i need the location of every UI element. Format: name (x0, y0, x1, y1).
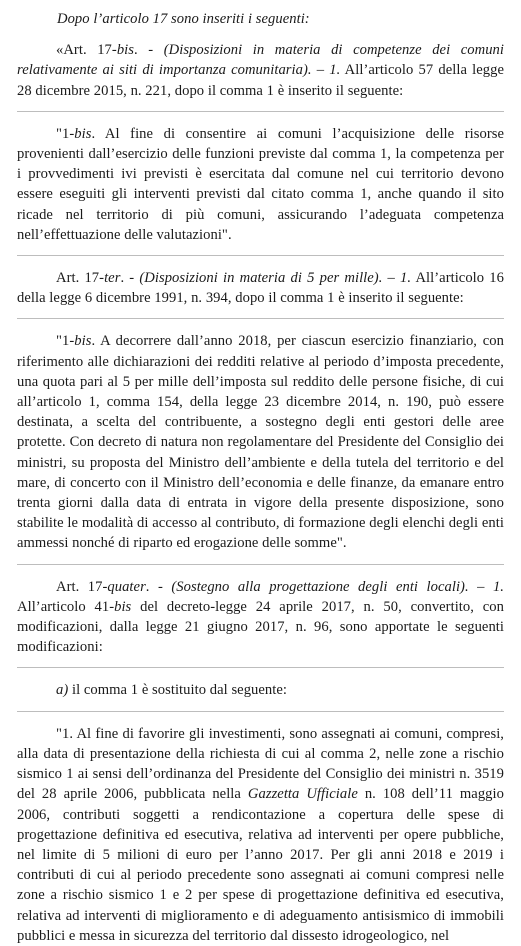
separator-rule (17, 318, 504, 319)
article-suffix: ter (104, 270, 121, 287)
article-text-cont: del decreto-legge 24 aprile 2017, n. 50, convertito, con modificazioni, dalla legge 21 giugno 2017, n. 96, sono apportate le seguenti modificazioni: (17, 598, 504, 656)
gazzetta-ufficiale: Gazzetta Ufficiale (247, 786, 358, 803)
article-text-bis: bis (114, 598, 132, 615)
art-17-ter-quote (17, 331, 504, 553)
article-text: All’articolo 41- (17, 598, 115, 615)
article-text: All’articolo 16 della legge 6 dicembre 1991, n. 394, dopo il comma 1 è inserito il seguente: (17, 270, 504, 307)
art-17-bis-quote (17, 124, 504, 245)
art-17-quater-heading (17, 577, 504, 658)
quote-text: . A decorrere dall’anno 2018, per ciascun esercizio finanziario, con riferimento alle dichiarazioni dei redditi relative al periodo d’imposta precedente, una quota pari al 5 per mille dell’imposta sul reddito delle persone fisiche, di cui all’articolo 1, comma 154, della legge 23 dicembre 2014, n. 190, può essere destinata, a scelta del contribuente, a sostegno degli enti gestori delle aree protette. Con decreto di natura non regolamentare del Presidente del Consiglio dei ministri, su proposta del Ministro dell’ambiente e della tutela del territorio e del mare, di concerto con il Ministro dell’economia e delle finanze, da emanare entro trenta giorni dalla data di entrata in vigore della presente disposizione, sono stabilite le modalità di accesso al contributo, di formazione degli elenchi degli enti ammessi nonché di riparto ed erogazione delle somme". (17, 333, 504, 552)
separator-rule (17, 711, 504, 712)
art-17-bis-heading (17, 40, 504, 101)
separator-rule (17, 255, 504, 256)
separator-rule (17, 564, 504, 565)
item-letter: a) (56, 682, 69, 699)
separator-rule (17, 111, 504, 112)
article-suffix: quater (107, 578, 146, 595)
quote-bis: bis (74, 125, 92, 142)
art-17-ter-heading (17, 268, 504, 308)
article-label: Art. 17- (56, 270, 105, 287)
article-rubric: (Sostegno alla progettazione degli enti locali). – 1. (171, 578, 504, 595)
article-rubric: (Disposizioni in materia di competenze dei comuni relativamente ai siti di importanza comunitaria). – 1. (17, 42, 504, 79)
quote-text: . Al fine di consentire ai comuni l’acquisizione delle risorse provenienti dall’esercizio delle funzioni previste dal comma 1, la competenza per i provvedimenti ivi previsti è esercitata dal comune nel cui territorio devono essere eseguiti gli interventi previsti dal citato comma 1, anche quando il sito ricade nel territorio di più comuni, assicurando l’adeguata competenza nell’effettuazione delle valutazioni". (17, 125, 504, 243)
article-dash: . - (145, 578, 172, 595)
article-suffix: bis (116, 42, 134, 59)
intro-line: Dopo l’articolo 17 sono inseriti i seguenti: (57, 11, 310, 27)
item-text: il comma 1 è sostituito dal seguente: (68, 682, 288, 699)
quote-text: "1. Al fine di favorire gli investimenti, sono assegnati ai comuni, compresi, alla data di presentazione della richiesta di cui al comma 2, nelle zone a rischio sismico 1 ai sensi dell’ordinanza del Presidente del Consiglio dei ministri n. 3519 del 28 aprile 2006, pubblicata nella (17, 725, 504, 803)
quote-open: "1- (56, 333, 75, 350)
article-rubric: (Disposizioni in materia di 5 per mille). – 1. (139, 270, 412, 287)
article-label: «Art. 17- (56, 42, 117, 59)
article-dash: . - (134, 42, 164, 59)
quote-open: "1- (56, 125, 75, 142)
art-17-quater-quote (17, 724, 504, 946)
article-text: All’articolo 57 della legge 28 dicembre 2015, n. 221, dopo il comma 1 è inserito il seguente: (17, 62, 504, 99)
article-dash: . - (120, 270, 140, 287)
quote-text-cont: n. 108 dell’11 maggio 2006, contributi soggetti a rendicontazione a copertura delle spese di progettazione definitiva ed esecutiva, relativa ad interventi per opere pubbliche, nel limite di 5 milioni di euro per l’anno 2017. Per gli anni 2018 e 2019 i contributi di cui al periodo precedente sono assegnati ai comuni compresi nelle zone a rischio sismico 1 e 2 per spese di progettazione definitiva ed esecutiva, relativa ad interventi di miglioramento e di adeguamento antisismico di immobili pubblici e messa in sicurezza del territorio dal dissesto idrogeologico, nel (17, 786, 504, 944)
article-label: Art. 17- (56, 578, 108, 595)
list-item-a (17, 680, 504, 700)
separator-rule (17, 667, 504, 668)
quote-bis: bis (74, 333, 92, 350)
